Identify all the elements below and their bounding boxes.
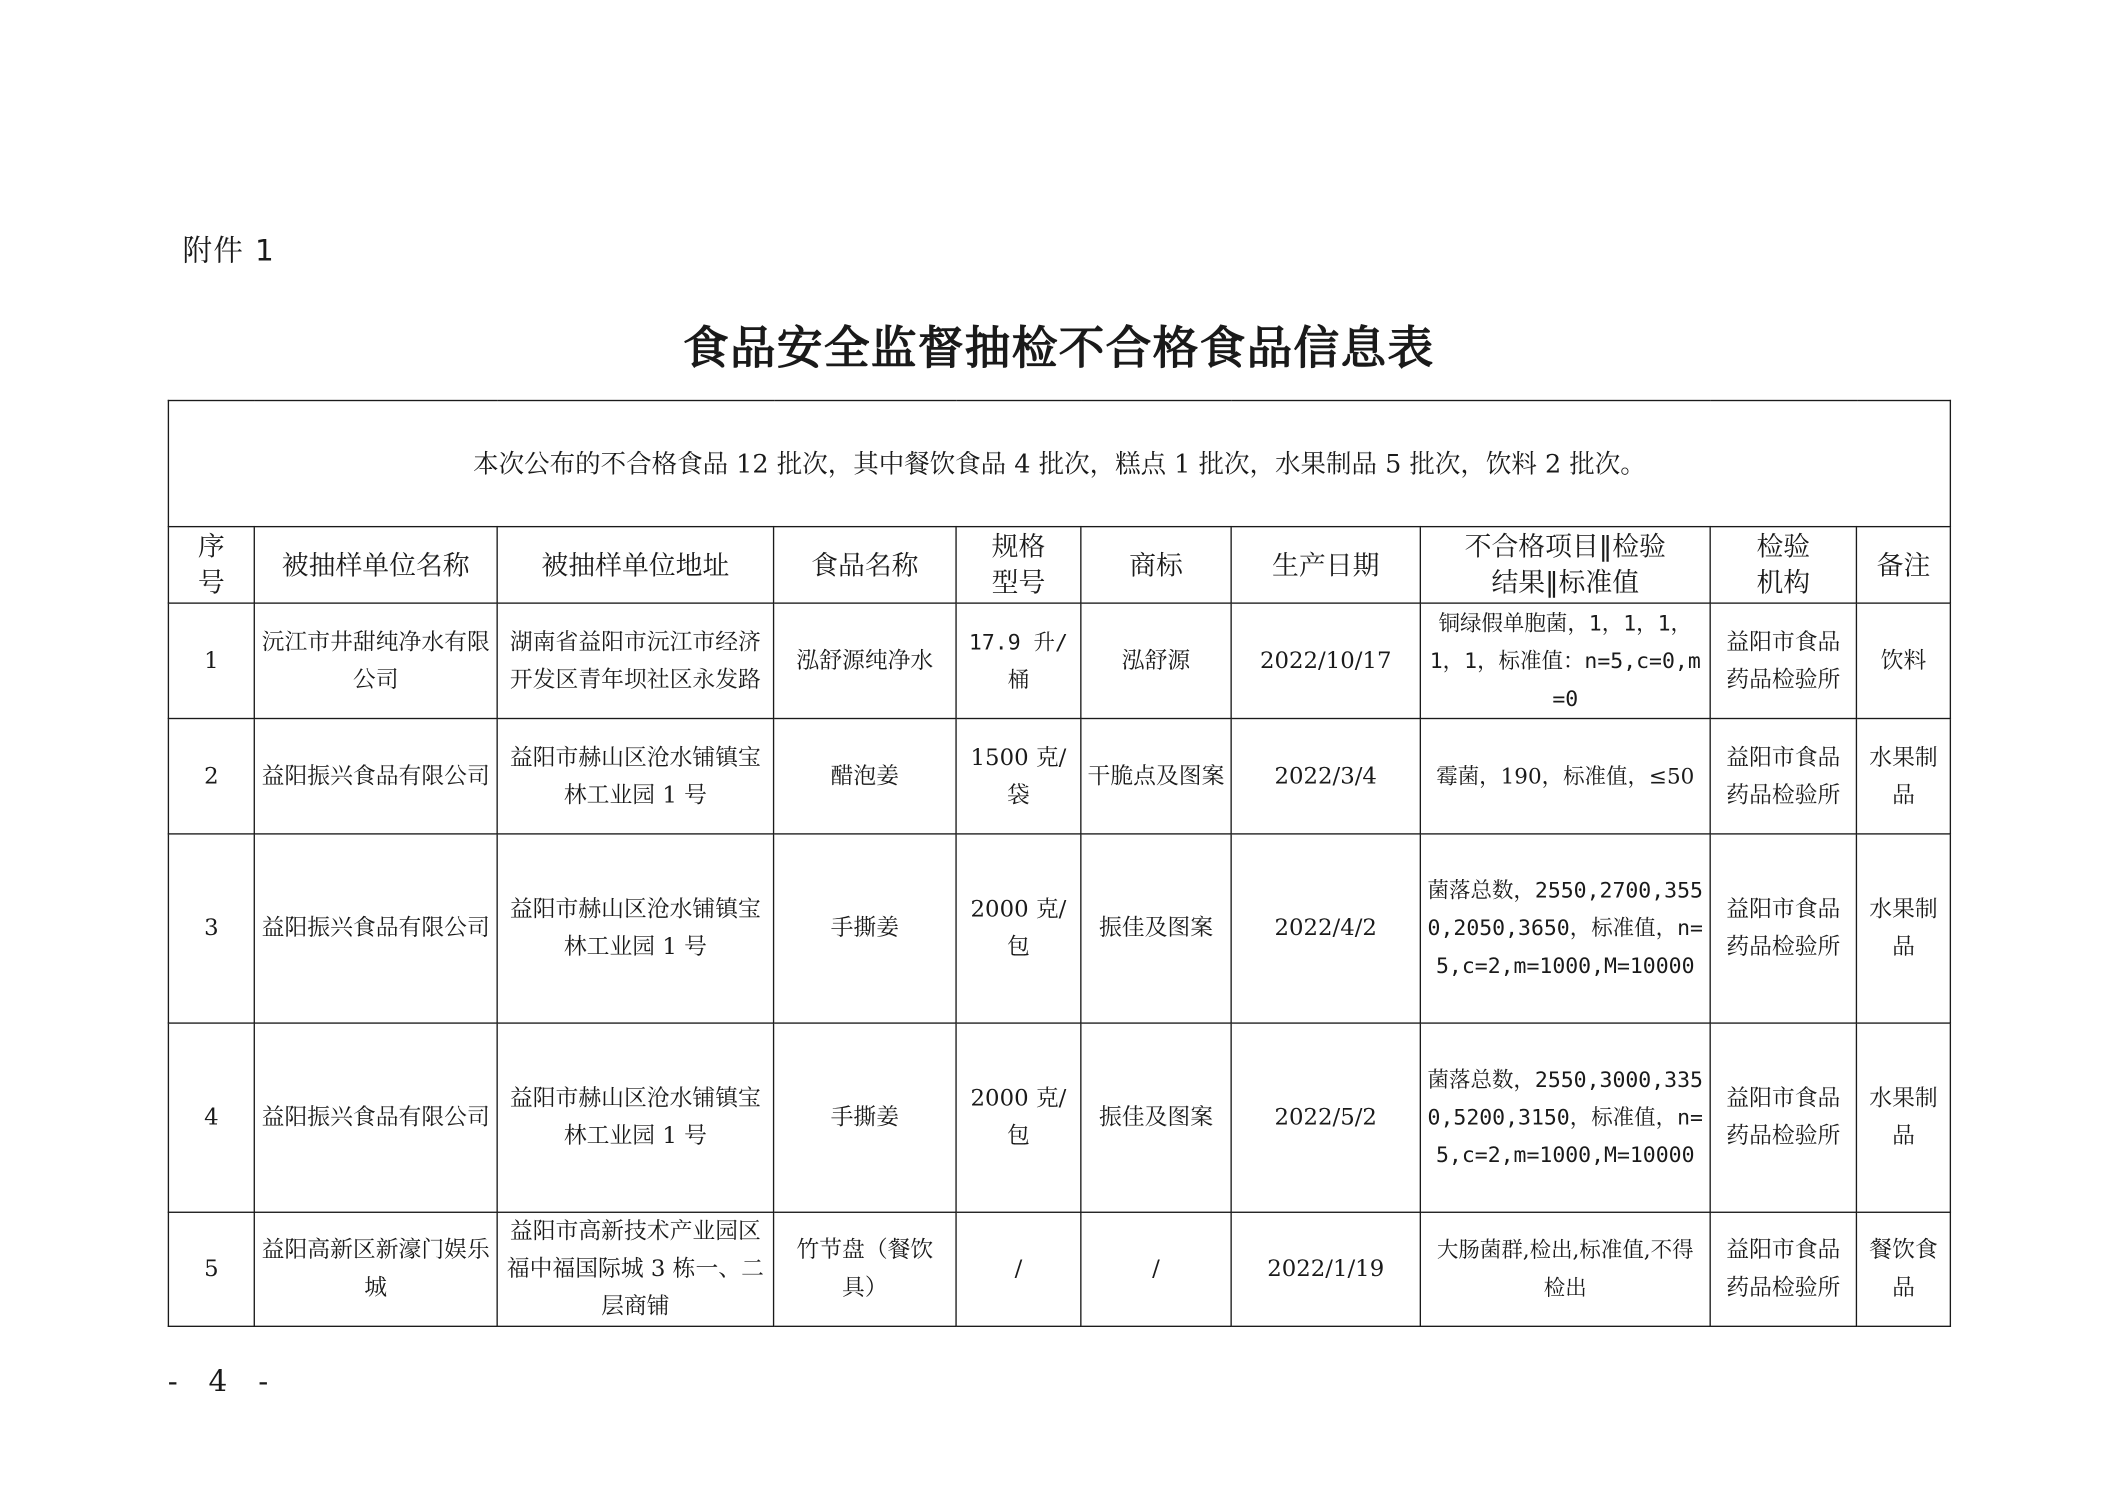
summary-row [168,401,1950,527]
cell-fail-item: 菌落总数，2550,3000,3350,5200,3150，标准值，n=5,c=2,m=1000,M=10000 [1420,1023,1710,1212]
cell-note: 水果制品 [1856,1023,1950,1212]
cell-food-name: 手撕姜 [774,1023,956,1212]
cell-lab: 益阳市食品药品检验所 [1710,719,1856,834]
cell-brand: 干脆点及图案 [1081,719,1231,834]
cell-lab: 益阳市食品药品检验所 [1710,834,1856,1023]
cell-spec: 2000 克/包 [956,1023,1081,1212]
cell-brand: 振佳及图案 [1081,834,1231,1023]
page-title: 食品安全监督抽检不合格食品信息表 [682,322,1435,376]
cell-prod-date: 2022/1/19 [1231,1212,1420,1326]
cell-lab: 益阳市食品药品检验所 [1710,603,1856,718]
header-note: 备注 [1856,527,1950,603]
header-row [168,527,1950,603]
cell-spec: / [956,1212,1081,1326]
header-brand: 商标 [1081,527,1231,603]
cell-food-name: 竹节盘（餐饮具） [774,1212,956,1326]
cell-food-name: 醋泡姜 [774,719,956,834]
info-table [168,400,1951,1327]
cell-brand: 泓舒源 [1081,603,1231,718]
cell-spec: 2000 克/包 [956,834,1081,1023]
summary-text: 本次公布的不合格食品 12 批次，其中餐饮食品 4 批次，糕点 1 批次，水果制品 5 批次，饮料 2 批次。 [168,401,1950,527]
cell-seq: 4 [168,1023,254,1212]
cell-unit-name: 沅江市井甜纯净水有限公司 [254,603,497,718]
cell-unit-address: 益阳市高新技术产业园区福中福国际城 3 栋一、二层商铺 [497,1212,773,1326]
table-row [168,719,1950,834]
cell-note: 饮料 [1856,603,1950,718]
cell-seq: 1 [168,603,254,718]
header-fail-item: 不合格项目‖检验 结果‖标准值 [1420,527,1710,603]
cell-fail-item: 霉菌，190，标准值，≤50 [1420,719,1710,834]
header-prod-date: 生产日期 [1231,527,1420,603]
cell-unit-name: 益阳振兴食品有限公司 [254,834,497,1023]
cell-unit-address: 益阳市赫山区沧水铺镇宝林工业园 1 号 [497,834,773,1023]
cell-note: 餐饮食品 [1856,1212,1950,1326]
cell-prod-date: 2022/10/17 [1231,603,1420,718]
cell-prod-date: 2022/5/2 [1231,1023,1420,1212]
cell-unit-name: 益阳振兴食品有限公司 [254,1023,497,1212]
cell-unit-address: 益阳市赫山区沧水铺镇宝林工业园 1 号 [497,1023,773,1212]
header-food-name: 食品名称 [774,527,956,603]
cell-unit-name: 益阳高新区新濠门娱乐城 [254,1212,497,1326]
header-seq: 序 号 [168,527,254,603]
cell-prod-date: 2022/4/2 [1231,834,1420,1023]
cell-food-name: 泓舒源纯净水 [774,603,956,718]
header-unit-address: 被抽样单位地址 [497,527,773,603]
cell-fail-item: 菌落总数，2550,2700,3550,2050,3650，标准值，n=5,c=2,m=1000,M=10000 [1420,834,1710,1023]
cell-spec: 1500 克/袋 [956,719,1081,834]
cell-note: 水果制品 [1856,719,1950,834]
header-unit-name: 被抽样单位名称 [254,527,497,603]
table-row [168,1212,1950,1326]
cell-unit-address: 益阳市赫山区沧水铺镇宝林工业园 1 号 [497,719,773,834]
cell-spec: 17.9 升/桶 [956,603,1081,718]
attachment-label: 附件 1 [182,234,276,269]
cell-fail-item: 大肠菌群,检出,标准值,不得检出 [1420,1212,1710,1326]
cell-unit-name: 益阳振兴食品有限公司 [254,719,497,834]
page-number: - 4 - [167,1365,279,1400]
cell-brand: / [1081,1212,1231,1326]
cell-lab: 益阳市食品药品检验所 [1710,1023,1856,1212]
cell-fail-item: 铜绿假单胞菌，1，1，1，1，1，标准值：n=5,c=0,m=0 [1420,603,1710,718]
cell-unit-address: 湖南省益阳市沅江市经济开发区青年坝社区永发路 [497,603,773,718]
header-spec: 规格 型号 [956,527,1081,603]
table-row [168,834,1950,1023]
table-row [168,603,1950,718]
cell-lab: 益阳市食品药品检验所 [1710,1212,1856,1326]
cell-seq: 3 [168,834,254,1023]
header-lab: 检验 机构 [1710,527,1856,603]
cell-food-name: 手撕姜 [774,834,956,1023]
cell-seq: 5 [168,1212,254,1326]
cell-note: 水果制品 [1856,834,1950,1023]
cell-prod-date: 2022/3/4 [1231,719,1420,834]
table-row [168,1023,1950,1212]
cell-seq: 2 [168,719,254,834]
cell-brand: 振佳及图案 [1081,1023,1231,1212]
